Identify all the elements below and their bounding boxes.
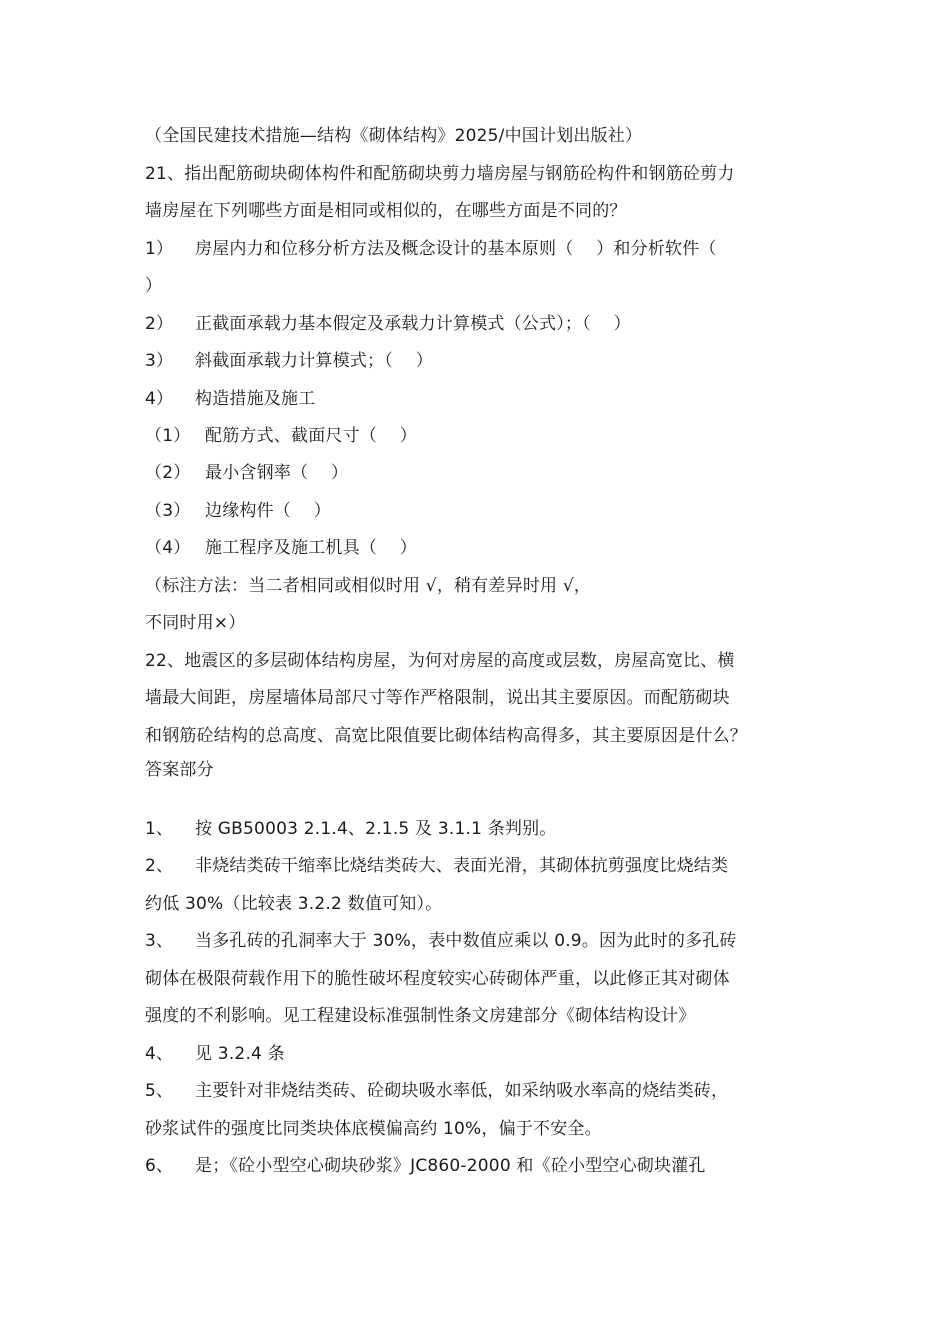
question-22-line-3 [145, 724, 747, 748]
line-text: 房屋内力和位移分析方法及概念设计的基本原则（ ）和分析软件（ [195, 239, 717, 259]
answer-3 [145, 929, 737, 953]
sub-item-number: （2） [145, 463, 191, 483]
sub-item-number: （3） [145, 501, 191, 521]
line-text: 主要针对非烧结类砖、砼砌块吸水率低，如采纳吸水率高的烧结类砖， [195, 1081, 729, 1101]
line-text: 砌体在极限荷载作用下的脆性破坏程度较实心砖砌体严重，以此修正其对砌体 [145, 969, 730, 989]
item-number: 3） [145, 351, 174, 371]
line-text: （标注方法：当二者相同或相似时用 √，稍有差异时用 √， [145, 576, 592, 596]
line-text: 22、地震区的多层砌体结构房屋，为何对房屋的高度或层数，房屋高宽比、横 [145, 651, 735, 671]
question-22-line-1 [145, 649, 735, 673]
line-text: 正截面承载力基本假定及承载力计算模式（公式）；（ ） [195, 314, 631, 334]
annotation-method-line-2 [145, 611, 245, 635]
annotation-method-line-1 [145, 574, 591, 598]
item-number: 4） [145, 389, 174, 409]
line-text: 墙最大间距，房屋墙体局部尺寸等作严格限制，说出其主要原因。而配筋砌块 [145, 688, 730, 708]
item-1-continuation [145, 274, 162, 298]
item-2 [145, 312, 631, 336]
answer-5-continuation [145, 1117, 602, 1141]
item-4 [145, 387, 315, 411]
line-text: 和钢筋砼结构的总高度、高宽比限值要比砌体结构高得多，其主要原因是什么？ [145, 726, 747, 746]
line-text: 斜截面承载力计算模式；（ ） [195, 351, 433, 371]
sub-item-2 [145, 461, 348, 485]
line-text: 21、指出配筋砌块砌体构件和配筋砌块剪力墙房屋与钢筋砼构件和钢筋砼剪力 [145, 164, 735, 184]
answer-5 [145, 1079, 728, 1103]
line-text: 是；《砼小型空心砌块砂浆》JC860-2000 和《砼小型空心砌块灌孔 [195, 1156, 706, 1176]
question-21-line-1 [145, 162, 735, 186]
line-text: 非烧结类砖干缩率比烧结类砖大、表面光滑，其砌体抗剪强度比烧结类 [195, 856, 729, 876]
answer-1 [145, 817, 557, 841]
sub-item-1 [145, 424, 417, 448]
item-number: 1） [145, 239, 174, 259]
line-text: 边缘构件（ ） [205, 501, 332, 521]
sub-item-3 [145, 499, 331, 523]
answer-number: 6、 [145, 1156, 174, 1176]
line-text: 砂浆试件的强度比同类块体底模偏高约 10%，偏于不安全。 [145, 1119, 602, 1139]
line-text: 答案部分 [145, 760, 214, 780]
line-text: 配筋方式、截面尺寸（ ） [205, 426, 418, 446]
answer-number: 1、 [145, 819, 174, 839]
line-text: ） [145, 276, 163, 296]
line-text: 当多孔砖的孔洞率大于 30%，表中数值应乘以 0.9。因为此时的多孔砖 [195, 931, 737, 951]
line-text: 不同时用×） [145, 613, 246, 633]
line-text: 见 3.2.4 条 [195, 1044, 285, 1064]
line-text: 强度的不利影响。见工程建设标准强制性条文房建部分《砌体结构设计》 [145, 1006, 696, 1026]
answer-6 [145, 1154, 706, 1178]
question-22-line-2 [145, 686, 730, 710]
answer-section-heading [145, 758, 214, 782]
answer-2-continuation [145, 892, 442, 916]
item-3 [145, 349, 433, 373]
answer-number: 5、 [145, 1081, 174, 1101]
answer-4 [145, 1042, 285, 1066]
line-text: 按 GB50003 2.1.4、2.1.5 及 3.1.1 条判别。 [195, 819, 557, 839]
line-text: 构造措施及施工 [195, 389, 316, 409]
answer-number: 4、 [145, 1044, 174, 1064]
answer-3-continuation-2 [145, 1004, 695, 1028]
line-text: （全国民建技术措施—结构《砌体结构》2025/中国计划出版社） [145, 126, 643, 146]
sub-item-number: （4） [145, 538, 191, 558]
item-number: 2） [145, 314, 174, 334]
line-text: 最小含钢率（ ） [205, 463, 349, 483]
answer-3-continuation-1 [145, 967, 730, 991]
answer-2 [145, 854, 728, 878]
line-text: 约低 30%（比较表 3.2.2 数值可知）。 [145, 894, 443, 914]
source-citation [145, 124, 642, 148]
line-text: 墙房屋在下列哪些方面是相同或相似的，在哪些方面是不同的？ [145, 201, 627, 221]
line-text: 施工程序及施工机具（ ） [205, 538, 418, 558]
item-1 [145, 237, 717, 261]
answer-number: 3、 [145, 931, 174, 951]
sub-item-4 [145, 536, 417, 560]
answer-number: 2、 [145, 856, 174, 876]
question-21-line-2 [145, 199, 627, 223]
sub-item-number: （1） [145, 426, 191, 446]
